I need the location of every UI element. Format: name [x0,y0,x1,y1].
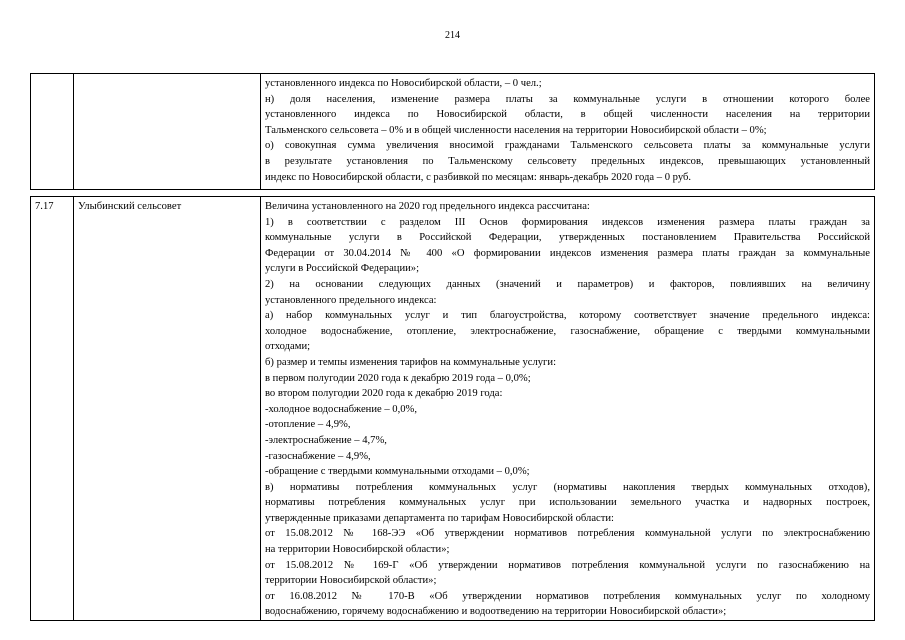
document-table [30,73,875,621]
table-row [31,74,875,190]
text-line: территории Новосибирской области»; [265,575,437,587]
text-line: н) доля населения, изменение размера платы за коммунальные услуги в отношении которого более [265,93,870,105]
row-number-cell: 7.17 [31,197,74,621]
text-line: -отопление – 4,9%, [265,419,351,431]
text-line: нормативы потребления коммунальных услуг при использовании земельного участка и надворных построек, [265,497,870,509]
text-line: Федерации от 30.04.2014 № 400 «О формировании индексов изменения размера платы граждан за коммунальные [265,247,870,259]
text-line: 2) на основании следующих данных (значений и параметров) и факторов, повлиявших на величину [265,278,870,290]
text-line: а) набор коммунальных услуг и тип благоустройства, которому соответствует значение предельного индекса: [265,310,870,322]
text-line: Тальменского сельсовета – 0% и в общей численности населения на территории Новосибирской области – 0%; [265,124,767,136]
row-separator [31,190,875,197]
text-line: утвержденные приказами департамента по тарифам Новосибирской области: [265,512,614,524]
text-line: в результате установления по Тальменскому сельсовету предельных индексов, превышающих установленный [265,155,870,167]
text-line: -обращение с твердыми коммунальными отходами – 0,0%; [265,466,530,478]
municipality-name-cell [74,74,261,190]
text-line: установленного индекса по Новосибирской области, в общей численности населения на территории [265,109,870,121]
description-cell [261,197,875,621]
text-line: от 16.08.2012 № 170-В «Об утверждении нормативов потребления коммунальных услуг по холодному [265,590,870,602]
table-row [31,197,875,621]
text-line: установленного индекса по Новосибирской области, – 0 чел.; [265,78,542,89]
text-line: отходами; [265,341,311,353]
row-separator-cell [31,190,875,197]
text-line: установленного предельного индекса: [265,294,437,306]
text-line: в первом полугодии 2020 года к декабрю 2019 года – 0,0%; [265,372,531,384]
text-line: от 15.08.2012 № 169-Г «Об утверждении нормативов потребления коммунальной услуги по газоснабжению на [265,559,870,571]
text-line: во втором полугодии 2020 года к декабрю 2019 года: [265,388,503,400]
text-line: б) размер и темпы изменения тарифов на коммунальные услуги: [265,356,557,368]
description-cell [261,74,875,190]
text-line: на территории Новосибирской области»; [265,544,450,556]
text-line: от 15.08.2012 № 168-ЭЭ «Об утверждении нормативов потребления коммунальной услуги по электроснабжению [265,528,870,540]
text-line: 1) в соответствии с разделом III Основ формирования индексов изменения размера платы граждан за [265,216,870,228]
text-line: коммунальные услуги в Российской Федерации, утвержденных постановлением Правительства Российской [265,232,870,244]
text-line: -холодное водоснабжение – 0,0%, [265,403,417,415]
text-line: индекс по Новосибирской области, с разбивкой по месяцам: январь-декабрь 2020 года – 0 руб. [265,171,692,183]
text-line: услуги в Российской Федерации»; [265,263,420,275]
text-line: Величина установленного на 2020 год предельного индекса рассчитана: [265,201,590,212]
text-line: -электроснабжение – 4,7%, [265,434,387,446]
page-number: 214 [445,30,460,41]
text-line: о) совокупная сумма увеличения вносимой гражданами Тальменского сельсовета платы за коммунальные услуги [265,140,870,152]
row-number-cell [31,74,74,190]
text-line: -газоснабжение – 4,9%, [265,450,371,462]
text-line: водоснабжению, горячему водоснабжению и водоотведению на территории Новосибирской области»; [265,606,727,618]
text-line: холодное водоснабжение, отопление, электроснабжение, газоснабжение, обращение с твердыми коммунальными [265,325,870,337]
text-line: в) нормативы потребления коммунальных услуг (нормативы накопления твердых коммунальных отходов), [265,481,870,493]
municipality-name-cell: Улыбинский сельсовет [74,197,261,621]
